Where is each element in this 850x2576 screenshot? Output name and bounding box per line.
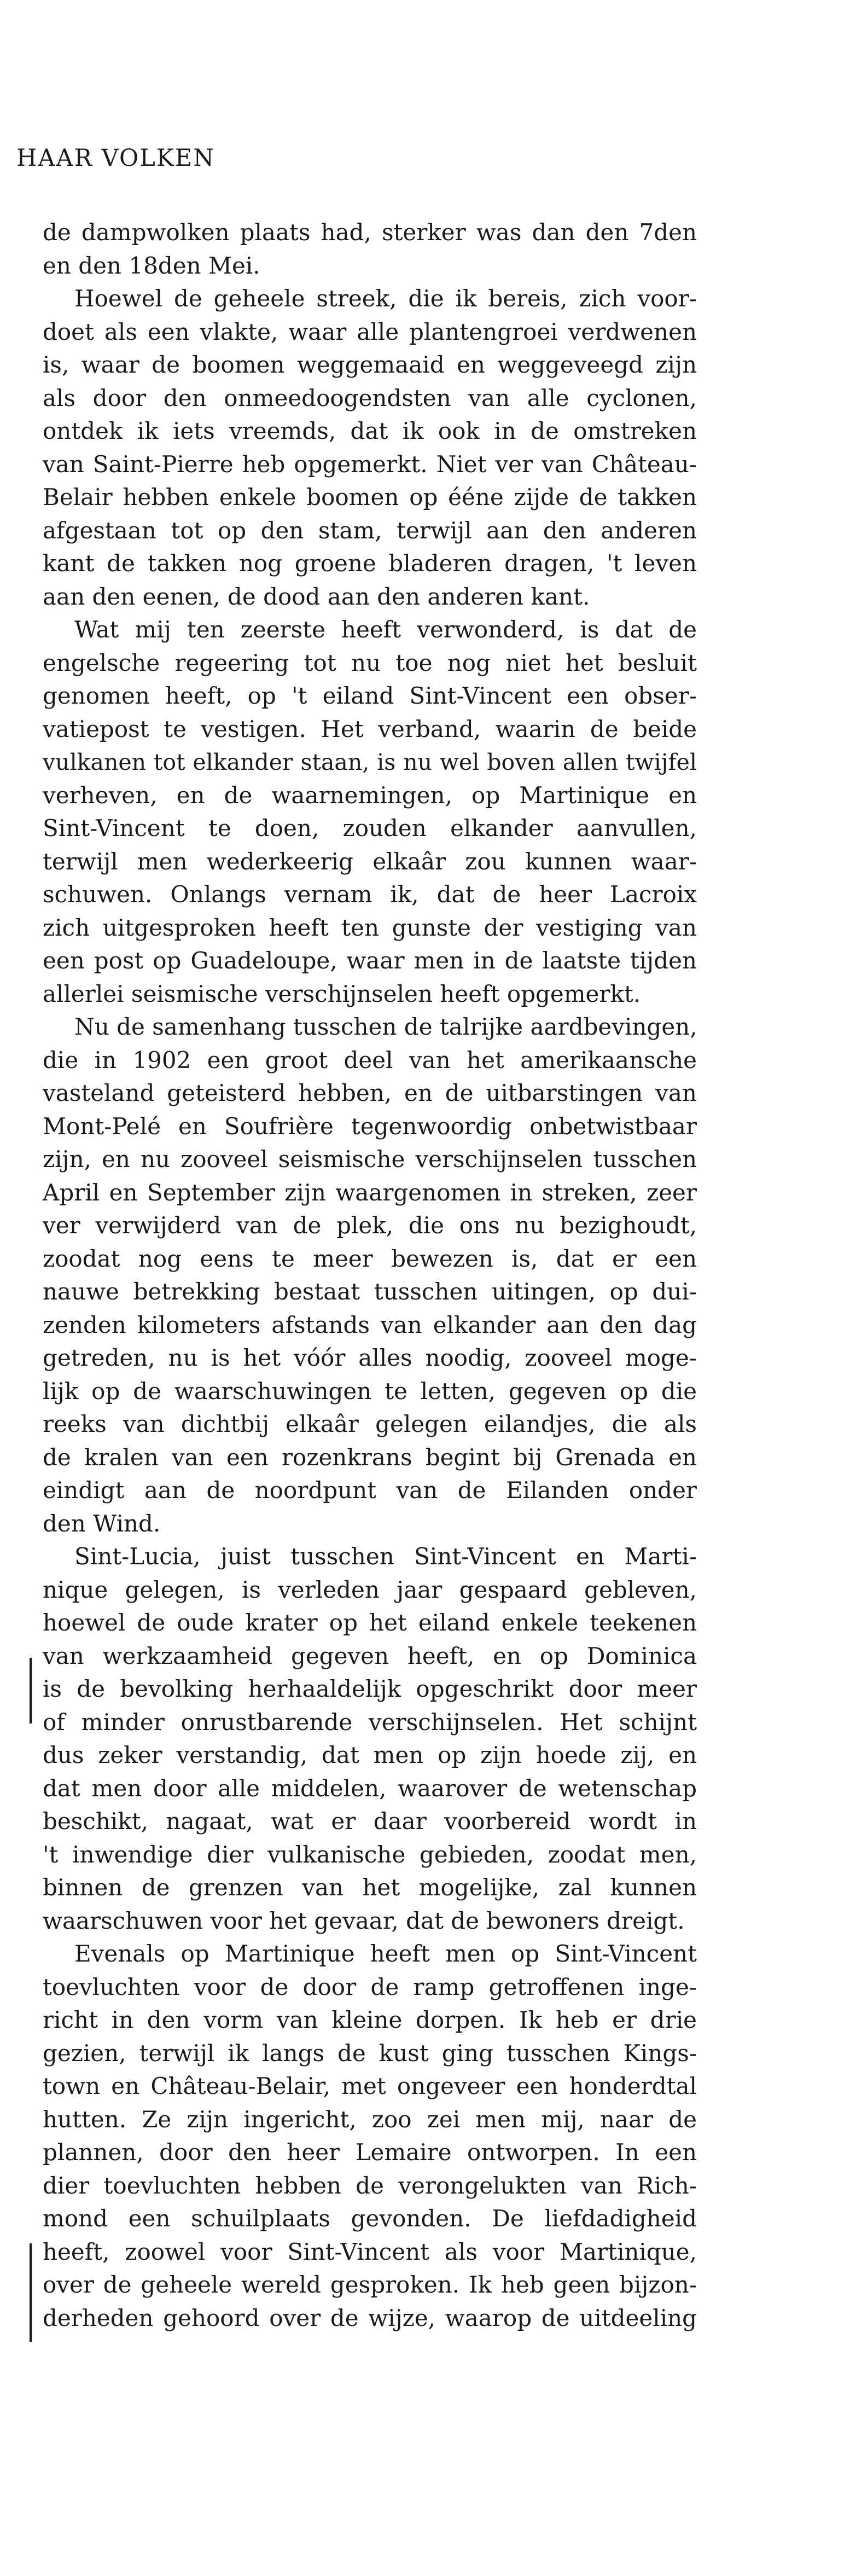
text-line: mond een schuilplaats gevonden. De liefdadigheid [43,2205,697,2232]
text-line: kant de takken nog groene bladeren dragen, 't leven [43,550,697,577]
text-line: van Saint-Pierre heb opgemerkt. Niet ver van Château- [43,450,697,478]
text-line: een post op Guadeloupe, waar men in de laatste tijden [43,947,697,974]
text-line: afgestaan tot op den stam, terwijl aan den anderen [43,517,697,544]
text-line: schuwen. Onlangs vernam ik, dat de heer Lacroix [43,881,697,908]
text-line: vasteland geteisterd hebben, en de uitbarstingen van [43,1080,697,1106]
text-line: hoewel de oude krater op het eiland enkele teekenen [43,1609,697,1636]
text-line: getreden, nu is het vóór alles noodig, zooveel moge- [43,1344,697,1371]
text-line: vulkanen tot elkander staan, is nu wel boven allen twijfel [43,749,697,775]
text-line: vatiepost te vestigen. Het verband, waarin de beide [43,715,697,742]
text-line: allerlei seismische verschijnselen heeft opgemerkt. [43,980,641,1007]
text-line: den Wind. [43,1510,161,1537]
text-line: terwijl men wederkeerig elkaâr zou kunnen waar- [43,848,697,875]
text-line: zich uitgesproken heeft ten gunste der vestiging van [43,914,697,941]
text-line: reeks van dichtbij elkaâr gelegen eilandjes, die als [43,1411,697,1437]
text-line: van werkzaamheid gegeven heeft, en op Dominica [43,1642,697,1669]
text-line: of minder onrustbarende verschijnselen. Het schijnt [43,1708,697,1736]
text-line: die in 1902 een groot deel van het amerikaansche [43,1046,697,1074]
text-line: engelsche regeering tot nu toe nog niet het besluit [43,649,697,676]
text-line: plannen, door den heer Lemaire ontworpen. In een [43,2139,697,2166]
text-line: richt in den vorm van kleine dorpen. Ik heb er drie [43,2006,697,2033]
text-line: de kralen van een rozenkrans begint bij Grenada en [43,1443,697,1471]
text-line: Mont-Pelé en Soufrière tegenwoordig onbetwistbaar [43,1112,697,1140]
text-line: nauwe betrekking bestaat tusschen uitingen, op dui- [43,1278,697,1305]
text-line: dat men door alle middelen, waarover de wetenschap [43,1774,697,1802]
text-line: gezien, terwijl ik langs de kust ging tusschen Kings- [43,2039,697,2067]
paragraph-first-line: Evenals op Martinique heeft men op Sint-Vincent [74,1940,697,1967]
text-line: ontdek ik iets vreemds, dat ik ook in de omstreken [43,417,697,444]
text-line: genomen heeft, op 't eiland Sint-Vincent een obser- [43,682,697,709]
text-line: zijn, en nu zooveel seismische verschijnselen tusschen [43,1146,697,1173]
paragraph-first-line: Sint-Lucia, juist tusschen Sint-Vincent en Marti- [74,1543,697,1570]
paragraph-first-line: Wat mij ten zeerste heeft verwonderd, is dat de [74,616,697,643]
text-line: hutten. Ze zijn ingericht, zoo zei men mij, naar de [43,2105,697,2133]
margin-pencil-mark [30,2243,32,2342]
text-line: over de geheele wereld gesproken. Ik heb geen bijzon- [43,2271,697,2298]
text-line: doet als een vlakte, waar alle plantengroei verdwenen [43,318,697,345]
text-line: zoodat nog eens te meer bewezen is, dat er een [43,1245,697,1272]
text-line: beschikt, nagaat, wat er daar voorbereid wordt in [43,1808,697,1835]
text-line: waarschuwen voor het gevaar, dat de bewoners dreigt. [43,1907,685,1934]
text-line: 't inwendige dier vulkanische gebieden, zoodat men, [43,1841,697,1868]
text-line: toevluchten voor de door de ramp getroffenen inge- [43,1973,697,2000]
text-line: ver verwijderd van de plek, die ons nu bezighoudt, [43,1212,697,1239]
text-line: Belair hebben enkele boomen op ééne zijde de takken [43,484,697,510]
text-line: Sint-Vincent te doen, zouden elkander aanvullen, [43,815,697,842]
text-line: dus zeker verstandig, dat men op zijn hoede zij, en [43,1742,697,1768]
text-line: eindigt aan de noordpunt van de Eilanden onder [43,1477,697,1504]
text-line: is, waar de boomen weggemaaid en weggeveegd zijn [43,351,697,378]
text-line: zenden kilometers afstands van elkander aan den dag [43,1311,697,1338]
text-line: binnen de grenzen van het mogelijke, zal kunnen [43,1874,697,1901]
text-line: April en September zijn waargenomen in streken, zeer [43,1179,697,1206]
text-line: aan den eenen, de dood aan den anderen kant. [43,583,590,610]
text-line: verheven, en de waarnemingen, op Martinique en [43,781,697,809]
text-line: de dampwolken plaats had, sterker was dan den 7den [43,219,697,246]
text-line: heeft, zoowel voor Sint-Vincent als voor Martinique, [43,2238,697,2265]
text-line: als door den onmeedoogendsten van alle cyclonen, [43,384,697,411]
running-head-title: HAAR VOLKEN [16,144,215,172]
paragraph-first-line: Hoewel de geheele streek, die ik bereis, zich voor- [74,285,697,312]
text-line: dier toevluchten hebben de verongelukten van Rich- [43,2172,697,2199]
body-text [43,216,697,2335]
text-line: town en Château-Belair, met ongeveer een honderdtal [43,2073,697,2099]
text-line: nique gelegen, is verleden jaar gespaard gebleven, [43,1576,697,1603]
text-line: lijk op de waarschuwingen te letten, gegeven op die [43,1377,697,1405]
text-line: is de bevolking herhaaldelijk opgeschrikt door meer [43,1675,697,1702]
paragraph-first-line: Nu de samenhang tusschen de talrijke aardbevingen, [74,1013,697,1040]
text-line: derheden gehoord over de wijze, waarop de uitdeeling [43,2304,697,2331]
text-line: en den 18den Mei. [43,252,260,279]
margin-pencil-mark [30,1658,32,1724]
